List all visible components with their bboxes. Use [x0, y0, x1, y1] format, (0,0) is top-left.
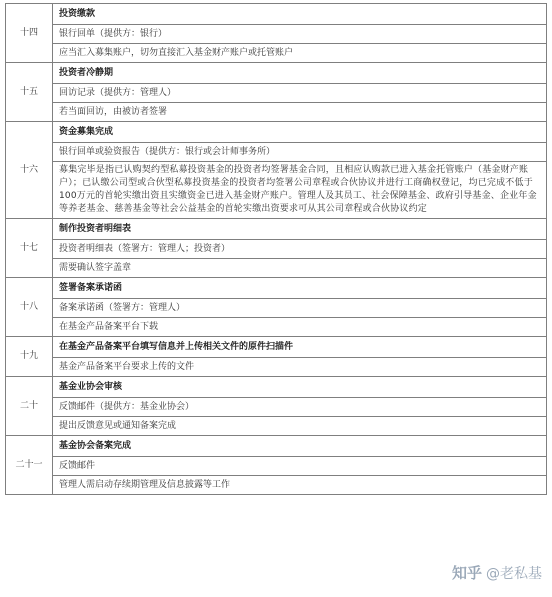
- step-detail: 若当面回访，由被访者签署: [53, 103, 547, 122]
- step-detail: 反馈邮件: [53, 457, 547, 476]
- step-row: [6, 4, 547, 25]
- step-row: [6, 337, 547, 358]
- step-detail: 备案承诺函（签署方：管理人）: [53, 299, 547, 318]
- step-number: 十九: [6, 337, 53, 377]
- step-title: 基金业协会审核: [53, 377, 547, 398]
- step-title: 制作投资者明细表: [53, 219, 547, 240]
- step-row: [6, 63, 547, 84]
- step-detail: 银行回单或验资报告（提供方：银行或会计师事务所）: [53, 143, 547, 162]
- step-title: 投资者冷静期: [53, 63, 547, 84]
- step-detail: 基金产品备案平台要求上传的文件: [53, 358, 547, 377]
- step-title: 在基金产品备案平台填写信息并上传相关文件的原件扫描件: [53, 337, 547, 358]
- step-detail: 提出反馈意见或通知备案完成: [53, 417, 547, 436]
- step-row: [6, 377, 547, 398]
- process-steps-table: [5, 3, 547, 495]
- step-detail: 银行回单（提供方：银行）: [53, 25, 547, 44]
- step-title: 签署备案承诺函: [53, 278, 547, 299]
- step-number: 十八: [6, 278, 53, 337]
- step-number: 十六: [6, 122, 53, 219]
- watermark-author: @老私基: [486, 565, 542, 582]
- step-title: 投资缴款: [53, 4, 547, 25]
- step-detail: 投资者明细表（签署方：管理人；投资者）: [53, 240, 547, 259]
- step-detail: 需要确认签字盖章: [53, 259, 547, 278]
- step-paragraph: 募集完毕是指已认购契约型私募投资基金的投资者均签署基金合同，且相应认购款已进入基金托管账户（基金财产账户）；已认缴公司型或合伙型私募投资基金的投资者均签署公司章程或合伙协议并进行工商确权登记，均已完成不低于100万元的首轮实缴出资且实缴资金已进入基金财产账户。管理人及其员工、社会保障基金、政府引导基金、企业年金等养老基金、慈善基金等社会公益基金的首轮实缴出资要求可从其公司章程或合伙协议约定: [53, 162, 547, 219]
- step-number: 十四: [6, 4, 53, 63]
- step-detail: 回访记录（提供方：管理人）: [53, 84, 547, 103]
- step-number: 十七: [6, 219, 53, 278]
- zhihu-watermark: [452, 562, 542, 583]
- step-number: 二十: [6, 377, 53, 436]
- step-row: [6, 122, 547, 143]
- watermark-brand: 知乎: [451, 564, 482, 582]
- step-title: 基金协会备案完成: [53, 436, 547, 457]
- step-detail: 管理人需启动存续期管理及信息披露等工作: [53, 476, 547, 495]
- step-row: [6, 219, 547, 240]
- step-detail: 反馈邮件（提供方：基金业协会）: [53, 398, 547, 417]
- step-detail: 应当汇入募集账户，切勿直接汇入基金财产账户或托管账户: [53, 44, 547, 63]
- step-detail: 在基金产品备案平台下载: [53, 318, 547, 337]
- step-title: 资金募集完成: [53, 122, 547, 143]
- step-row: [6, 278, 547, 299]
- step-row: [6, 436, 547, 457]
- step-number: 二十一: [6, 436, 53, 495]
- step-number: 十五: [6, 63, 53, 122]
